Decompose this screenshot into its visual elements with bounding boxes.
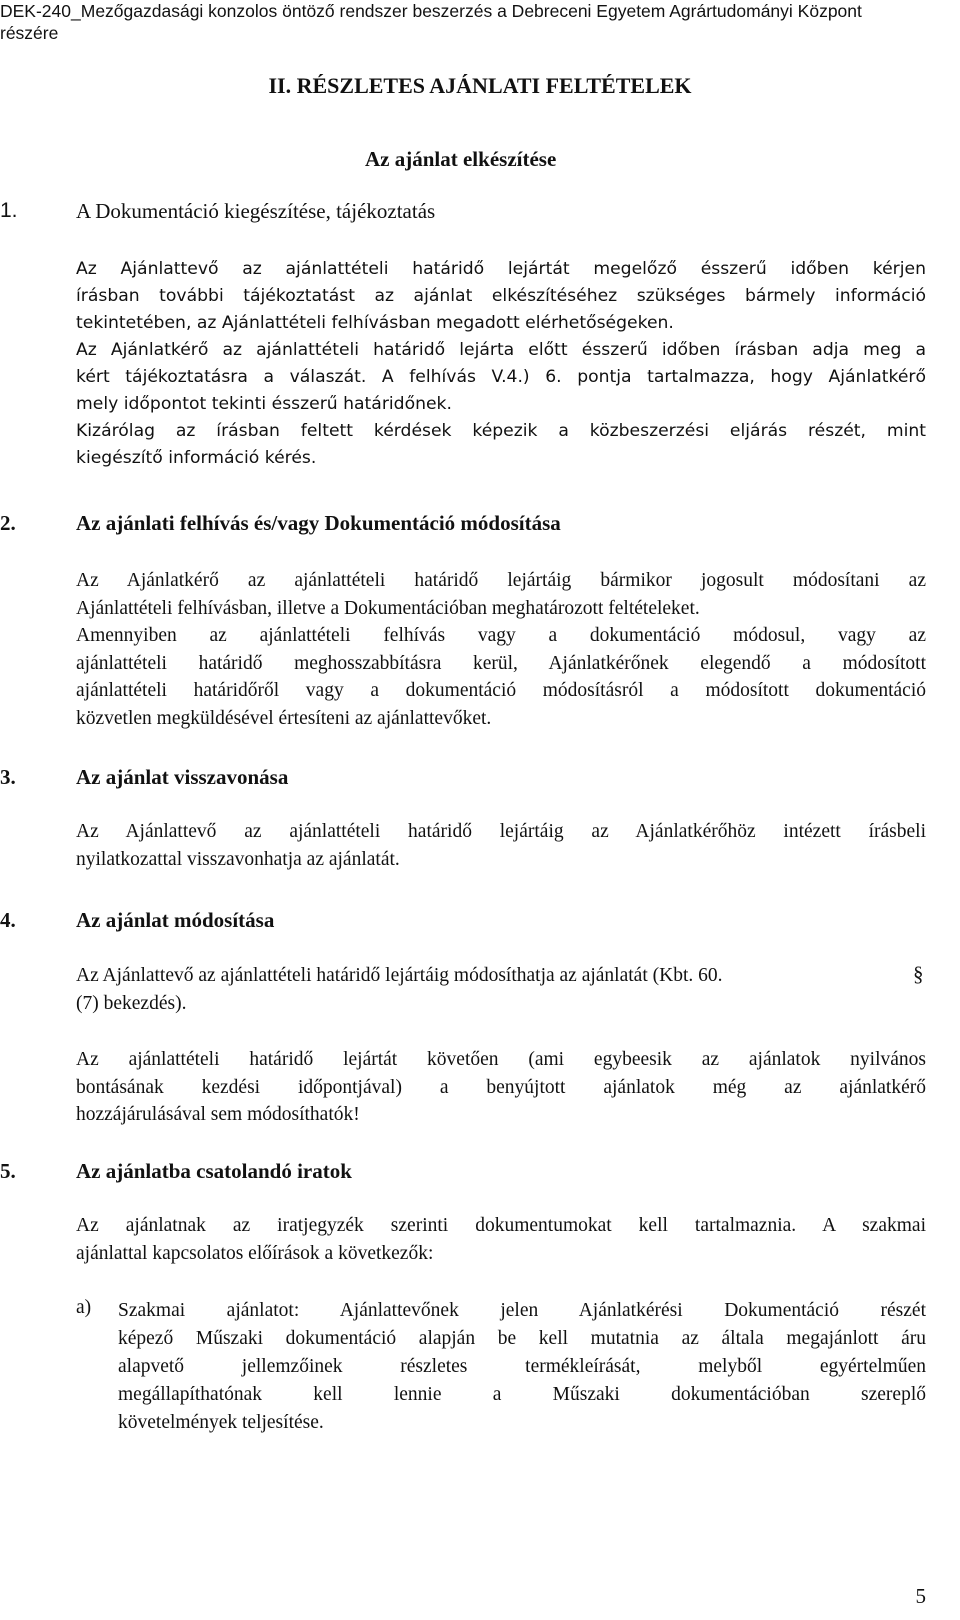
text-line: írásban további tájékoztatást az ajánlat elkészítéséhez szükséges bármely információ <box>76 286 926 306</box>
list-item <box>118 1297 926 1437</box>
page-number: 5 <box>915 1584 926 1608</box>
text-line: hozzájárulásával sem módosíthatók! <box>76 1104 360 1125</box>
section-title: Az ajánlatba csatolandó iratok <box>76 1159 352 1183</box>
section-number: 3. <box>0 765 16 789</box>
text-line: Az Ajánlattevő az ajánlattételi határidő lejártáig az Ajánlatkérőhöz intézett írásbeli <box>76 821 926 842</box>
list-item-label: a) <box>76 1297 92 1318</box>
running-header <box>0 0 950 44</box>
text-line: (7) bekezdés). <box>76 992 187 1014</box>
text-line: Az Ajánlattevő az ajánlattételi határidő lejártát megelőző ésszerű időben kérjen <box>76 259 926 279</box>
text-line: Az ajánlatnak az iratjegyzék szerinti dokumentumokat kell tartalmaznia. A szakmai <box>76 1215 926 1236</box>
section-title: Az ajánlat visszavonása <box>76 765 289 789</box>
section-number: 4. <box>0 908 16 932</box>
page-subtitle: Az ajánlat elkészítése <box>365 147 557 171</box>
text-line: tekintetében, az Ajánlattételi felhívásban megadott elérhetőségeken. <box>76 313 674 333</box>
text-line: követelmények teljesítése. <box>118 1412 324 1433</box>
text-line: ajánlattételi határidőről vagy a dokumentáció módosításról a módosított dokumentáció <box>76 680 926 701</box>
section-title: Az ajánlati felhívás és/vagy Dokumentáció módosítása <box>76 511 561 535</box>
text-line: Az Ajánlatkérő az ajánlattételi határidő lejártáig bármikor jogosult módosítani az <box>76 570 926 591</box>
header-line-1: DEK-240_Mezőgazdasági konzolos öntöző rendszer beszerzés a Debreceni Egyetem Agrártudományi Központ <box>0 1 862 21</box>
text-line: Az ajánlattételi határidő lejártát követően (ami egybeesik az ajánlatok nyilvános <box>76 1049 926 1070</box>
text-line: nyilatkozattal visszavonhatja az ajánlatát. <box>76 848 400 870</box>
section-2-body <box>76 567 926 732</box>
text-line: Az Ajánlatkérő az ajánlattételi határidő lejárta előtt ésszerű időben írásban adja meg a <box>76 340 926 360</box>
text-line: bontásának kezdési időpontjával) a benyújtott ajánlatok még az ajánlatkérő <box>76 1076 926 1098</box>
text-line: Ajánlattételi felhívásban, illetve a Dokumentációban meghatározott feltételeket. <box>76 597 700 619</box>
text-line: ajánlattal kapcsolatos előírások a következők: <box>76 1242 434 1264</box>
text-line: kért tájékoztatásra a válaszát. A felhívás V.4.) 6. pontja tartalmazza, hogy Ajánlatkérő <box>76 367 926 387</box>
text-line: alapvető jellemzőinek részletes termékleírását, melyből egyértelműen <box>118 1356 926 1377</box>
text-line: közvetlen megküldésével értesíteni az ajánlattevőket. <box>76 707 492 729</box>
text-line: megállapíthatónak kell lennie a Műszaki dokumentációban szereplő <box>118 1384 926 1405</box>
section-4-body-2 <box>76 1046 926 1129</box>
section-title: A Dokumentáció kiegészítése, tájékoztatás <box>76 199 436 223</box>
text-line: ajánlattételi határidő meghosszabbításra kerül, Ajánlatkérőnek elegendő a módosított <box>76 652 926 674</box>
section-4-body <box>76 962 906 1017</box>
text-line: Amennyiben az ajánlattételi felhívás vagy a dokumentáció módosul, vagy az <box>76 625 926 646</box>
section-number: 1. <box>0 199 18 222</box>
section-sign: § <box>913 962 924 986</box>
section-number: 5. <box>0 1159 16 1183</box>
text-line: kiegészítő információ kérés. <box>76 448 317 468</box>
header-line-2: részére <box>0 23 59 43</box>
section-number: 2. <box>0 511 16 535</box>
text-line: mely időpontot tekinti ésszerű határidőnek. <box>76 394 452 414</box>
section-1-body <box>76 256 926 472</box>
page-title: II. RÉSZLETES AJÁNLATI FELTÉTELEK <box>268 73 692 98</box>
text-line: Szakmai ajánlatot: Ajánlattevőnek jelen Ajánlatkérési Dokumentáció részét <box>118 1300 926 1321</box>
text-line: Az Ajánlattevő az ajánlattételi határidő lejártáig módosíthatja az ajánlatát (Kbt. 60. <box>76 965 723 986</box>
section-3-body <box>76 818 926 873</box>
section-5-body <box>76 1212 926 1267</box>
text-line: képező Műszaki dokumentáció alapján be kell mutatnia az általa megajánlott áru <box>118 1328 926 1349</box>
section-title: Az ajánlat módosítása <box>76 908 275 932</box>
text-line: Kizárólag az írásban feltett kérdések képezik a közbeszerzési eljárás részét, mint <box>76 421 926 441</box>
